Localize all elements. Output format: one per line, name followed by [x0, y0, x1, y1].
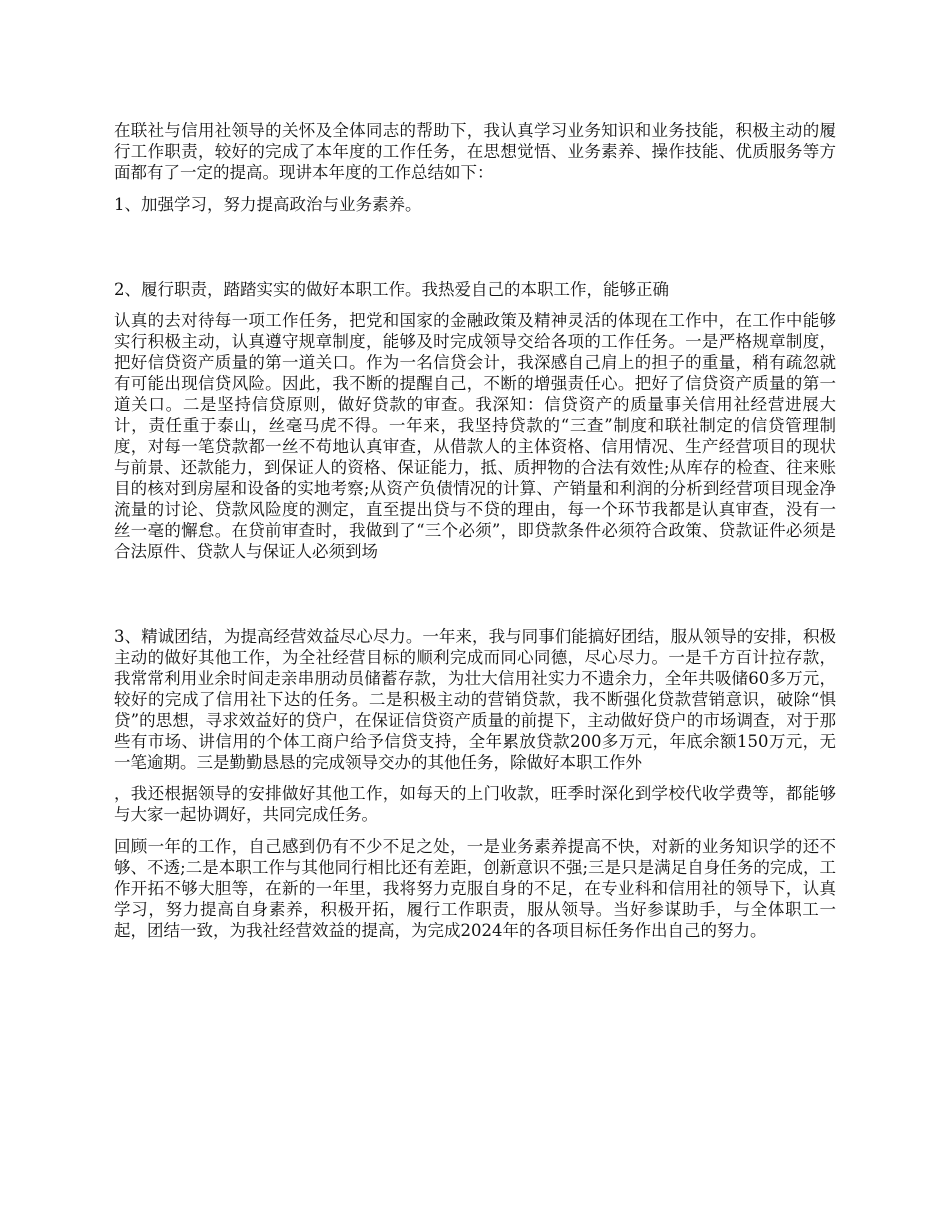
paragraph-section-2-heading: 2、履行职责，踏踏实实的做好本职工作。我热爱自己的本职工作，能够正确	[114, 280, 669, 299]
paragraph-section-1-heading: 1、加强学习，努力提高政治与业务素养。	[114, 195, 422, 214]
paragraph-section-3-continued: ，我还根据领导的安排做好其他工作，如每天的上门收款，旺季时深化到学校代收学费等，都能够与大家一起协调好，共同完成任务。	[114, 784, 836, 824]
paragraph-conclusion: 回顾一年的工作，自己感到仍有不少不足之处，一是业务素养提高不快，对新的业务知识学的还不够、不透;二是本职工作与其他同行相比还有差距，创新意识不强;三是只是满足自身任务的完成，工作开拓不够大胆等，在新的一年里，我将努力克服自身的不足，在专业科和信用社的领导下，认真学习，努力提高自身素养，积极开拓，履行工作职责，服从领导。当好参谋助手，与全体职工一起，团结一致，为我社经营效益的提高，为完成2024年的各项目标任务作出自己的努力。	[114, 837, 836, 940]
paragraph-section-3-body: 3、精诚团结，为提高经营效益尽心尽力。一年来，我与同事们能搞好团结，服从领导的安排，积极主动的做好其他工作，为全社经营目标的顺利完成而同心同德，尽心尽力。一是千方百计拉存款，我常常利用业余时间走亲串朋动员储蓄存款，为壮大信用社实力不遗余力，全年共吸储60多万元，较好的完成了信用社下达的任务。二是积极主动的营销贷款，我不断强化贷款营销意识，破除“惧贷”的思想，寻求效益好的贷户，在保证信贷资产质量的前提下，主动做好贷户的市场调查，对于那些有市场、讲信用的个体工商户给予信贷支持，全年累放贷款200多万元，年底余额150万元，无一笔逾期。三是勤勤恳恳的完成领导交办的其他任务，除做好本职工作外	[114, 627, 836, 772]
document-body	[114, 120, 836, 941]
paragraph-intro: 在联社与信用社领导的关怀及全体同志的帮助下，我认真学习业务知识和业务技能，积极主动的履行工作职责，较好的完成了本年度的工作任务，在思想觉悟、业务素养、操作技能、优质服务等方面都有了一定的提高。现讲本年度的工作总结如下：	[114, 121, 836, 182]
paragraph-section-2-body: 认真的去对待每一项工作任务，把党和国家的金融政策及精神灵活的体现在工作中，在工作中能够实行积极主动，认真遵守规章制度，能够及时完成领导交给各项的工作任务。一是严格规章制度，把好信贷资产质量的第一道关口。作为一名信贷会计，我深感自己肩上的担子的重量，稍有疏忽就有可能出现信贷风险。因此，我不断的提醒自己，不断的增强责任心。把好了信贷资产质量的第一道关口。二是坚持信贷原则，做好贷款的审查。我深知：信贷资产的质量事关信用社经营进展大计，责任重于泰山，丝毫马虎不得。一年来，我坚持贷款的“三查”制度和联社制定的信贷管理制度，对每一笔贷款都一丝不苟地认真审查，从借款人的主体资格、信用情况、生产经营项目的现状与前景、还款能力，到保证人的资格、保证能力，抵、质押物的合法有效性;从库存的检查、往来账目的核对到房屋和设备的实地考察;从资产负债情况的计算、产销量和利润的分析到经营项目现金净流量的讨论、贷款风险度的测定，直至提出贷与不贷的理由，每一个环节我都是认真审查，没有一丝一毫的懈怠。在贷前审查时，我做到了“三个必须”，即贷款条件必须符合政策、贷款证件必须是合法原件、贷款人与保证人必须到场	[114, 311, 836, 561]
